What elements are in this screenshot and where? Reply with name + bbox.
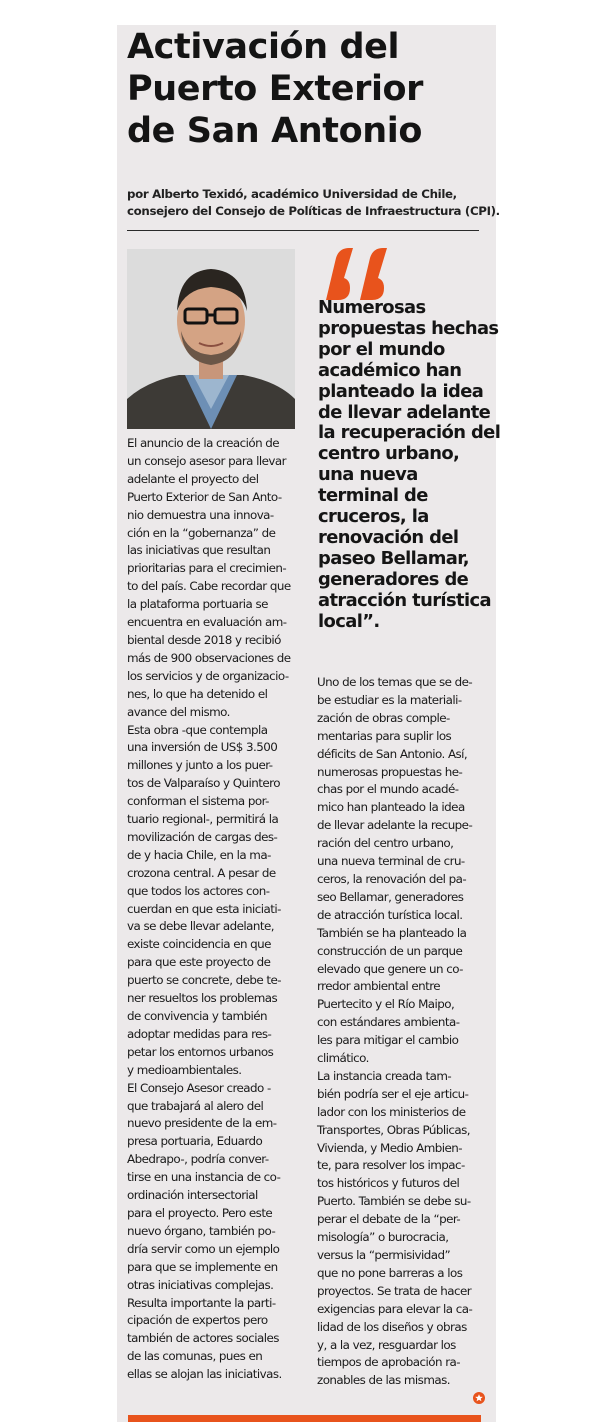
body-line: misología” o burocracia, — [317, 1230, 449, 1245]
pull-quote-line: centro urbano, — [318, 443, 460, 465]
body-line: versus la “permisividad” — [317, 1248, 451, 1262]
body-line: cipación de expertos pero — [127, 1313, 268, 1328]
byline-line: consejero del Consejo de Políticas de Infraestructura (CPI). — [127, 204, 500, 218]
pull-quote — [318, 297, 501, 633]
body-line: millones y junto a los puer- — [127, 758, 273, 773]
body-line: ner resueltos los problemas — [127, 991, 278, 1006]
pull-quote-line: Numerosas — [318, 297, 426, 318]
body-line: nes, lo que ha detenido el — [127, 686, 268, 701]
title-line: Puerto Exterior — [127, 69, 424, 109]
pull-quote-line: atracción turística — [318, 589, 491, 611]
pull-quote-line: propuestas hechas — [318, 317, 499, 339]
body-line: también de actores sociales — [127, 1331, 279, 1346]
body-line: más de 900 observaciones de — [127, 650, 291, 665]
author-portrait-illustration — [127, 249, 295, 429]
body-line: de atracción turística local. — [317, 907, 463, 922]
body-line: ción en la “gobernanza” de — [127, 525, 276, 540]
body-line: ración del centro urbano, — [317, 836, 454, 851]
body-line: una inversión de US$ 3.500 — [127, 740, 278, 755]
pull-quote-line: generadores de — [318, 568, 469, 590]
body-line: crozona central. A pesar de — [127, 865, 276, 880]
body-line: to del país. Cabe recordar que — [127, 579, 291, 594]
body-line: de y hacia Chile, en la ma- — [127, 847, 271, 862]
body-line: ceros, la renovación del pa- — [317, 871, 467, 886]
body-line: biental desde 2018 y recibió — [127, 632, 281, 647]
body-line: tos históricos y futuros del — [317, 1176, 460, 1191]
body-line: cuerdan en que esta iniciati- — [127, 901, 281, 916]
body-line: tirse en una instancia de co- — [127, 1170, 281, 1185]
body-line: Puerto Exterior de San Anto- — [127, 489, 282, 504]
body-line: mico han planteado la idea — [317, 800, 465, 815]
pull-quote-line: cruceros, la — [318, 506, 429, 528]
body-line: be estudiar es la materiali- — [317, 692, 462, 707]
body-line: elevado que genere un co- — [317, 961, 463, 976]
pull-quote-line: planteado la idea — [318, 380, 484, 402]
body-line: ordinación intersectorial — [127, 1188, 258, 1203]
body-line: para que este proyecto de — [127, 955, 271, 970]
body-line: seo Bellamar, generadores — [317, 889, 464, 904]
body-line: lador con los ministerios de — [317, 1104, 466, 1119]
body-line: de las comunas, pues en — [127, 1349, 263, 1364]
body-line: perar el debate de la “per- — [317, 1212, 461, 1227]
body-line: petar los entornos urbanos — [127, 1044, 274, 1059]
pull-quote-line: una nueva — [318, 464, 418, 486]
pull-quote-line: la recuperación del — [318, 422, 501, 444]
body-line: mentarias para suplir los — [317, 728, 452, 743]
body-line: te, para resolver los impac- — [317, 1158, 465, 1173]
body-column-left — [127, 435, 299, 1384]
body-line: construcción de un parque — [317, 943, 463, 958]
body-line: otras iniciativas complejas. — [127, 1277, 274, 1292]
body-line: existe coincidencia en que — [127, 937, 271, 952]
body-line: con estándares ambienta- — [317, 1015, 460, 1030]
body-line: nuevo órgano, también po- — [127, 1223, 276, 1238]
article-title — [127, 26, 497, 152]
title-line: Activación del — [127, 27, 400, 67]
body-line: zonables de las mismas. — [317, 1373, 450, 1388]
body-line: rredor ambiental entre — [317, 979, 441, 994]
body-column-right — [317, 674, 493, 1390]
body-line: encuentra en evaluación am- — [127, 615, 287, 630]
body-line: nio demuestra una innova- — [127, 507, 274, 522]
body-line: tiempos de aprobación ra- — [317, 1355, 461, 1370]
body-line: va se debe llevar adelante, — [127, 919, 274, 934]
body-line: les para mitigar el cambio — [317, 1033, 459, 1048]
body-line: que no pone barreras a los — [317, 1265, 463, 1280]
header-divider — [127, 230, 479, 231]
body-line: para que se implemente en — [127, 1259, 278, 1274]
pull-quote-line: por el mundo — [318, 338, 445, 360]
body-line: Esta obra -que contempla — [127, 722, 268, 737]
body-line: numerosas propuestas he- — [317, 764, 463, 779]
body-line: climático. — [317, 1051, 369, 1066]
quote-icon — [322, 244, 392, 304]
body-line: También se ha planteado la — [317, 925, 467, 940]
body-line: que trabajará al alero del — [127, 1098, 264, 1113]
body-line: de llevar adelante la recupe- — [317, 818, 473, 833]
pull-quote-line: académico han — [318, 359, 462, 381]
body-line: ellas se alojan las iniciativas. — [127, 1367, 282, 1382]
body-line: avance del mismo. — [127, 704, 230, 719]
body-line: lidad de los diseños y obras — [317, 1319, 467, 1334]
body-line: de convivencia y también — [127, 1009, 267, 1023]
body-line: una nueva terminal de cru- — [317, 854, 465, 869]
body-line: Uno de los temas que se de- — [317, 675, 473, 689]
pull-quote-line: terminal de — [318, 485, 428, 507]
body-line: déficits de San Antonio. Así, — [317, 746, 468, 761]
body-line: El anuncio de la creación de — [127, 436, 280, 450]
body-line: chas por el mundo acadé- — [317, 782, 459, 797]
body-line: Transportes, Obras Públicas, — [317, 1122, 470, 1137]
body-line: dría servir como un ejemplo — [127, 1241, 280, 1256]
body-line: las iniciativas que resultan — [127, 543, 271, 558]
body-line: Puertecito y el Río Maipo, — [317, 997, 455, 1012]
byline-line: por Alberto Texidó, académico Universidad de Chile, — [127, 187, 457, 201]
body-line: conforman el sistema por- — [127, 794, 269, 809]
title-line: de San Antonio — [127, 111, 423, 151]
body-line: adelante el proyecto del — [127, 471, 259, 486]
body-line: bién podría ser el eje articu- — [317, 1086, 469, 1101]
pull-quote-line: de llevar adelante — [318, 401, 491, 423]
body-line: nuevo presidente de la em- — [127, 1116, 277, 1131]
body-line: Abedrapo-, podría conver- — [127, 1152, 269, 1167]
pull-quote-line: renovación del — [318, 526, 459, 548]
body-line: movilización de cargas des- — [127, 829, 278, 844]
body-line: tuario regional-, permitirá la — [127, 812, 279, 827]
body-line: zación de obras comple- — [317, 710, 450, 725]
pull-quote-line: paseo Bellamar, — [318, 547, 469, 569]
body-line: y, a la vez, resguardar los — [317, 1337, 456, 1352]
body-line: prioritarias para el crecimien- — [127, 561, 287, 576]
body-line: un consejo asesor para llevar — [127, 453, 286, 468]
body-line: la plataforma portuaria se — [127, 597, 268, 612]
body-line: El Consejo Asesor creado - — [127, 1080, 271, 1095]
author-byline — [127, 186, 500, 220]
body-line: los servicios y de organizacio- — [127, 668, 289, 683]
body-line: Puerto. También se debe su- — [317, 1194, 471, 1209]
body-line: Vivienda, y Medio Ambien- — [317, 1140, 463, 1155]
body-line: proyectos. Se trata de hacer — [317, 1283, 472, 1298]
accent-footer-bar — [128, 1415, 481, 1422]
end-mark-icon — [473, 1392, 485, 1404]
author-photo — [127, 249, 295, 429]
body-line: Resulta importante la parti- — [127, 1295, 276, 1310]
body-line: para el proyecto. Pero este — [127, 1205, 273, 1220]
body-line: tos de Valparaíso y Quintero — [127, 776, 280, 791]
body-line: presa portuaria, Eduardo — [127, 1134, 263, 1149]
body-line: que todos los actores con- — [127, 883, 270, 898]
body-line: exigencias para elevar la ca- — [317, 1301, 473, 1316]
body-line: adoptar medidas para res- — [127, 1026, 272, 1041]
body-line: y medioambientales. — [127, 1062, 242, 1077]
pull-quote-line: local”. — [318, 610, 380, 632]
body-line: puerto se concrete, debe te- — [127, 973, 282, 988]
body-line: La instancia creada tam- — [317, 1068, 452, 1083]
